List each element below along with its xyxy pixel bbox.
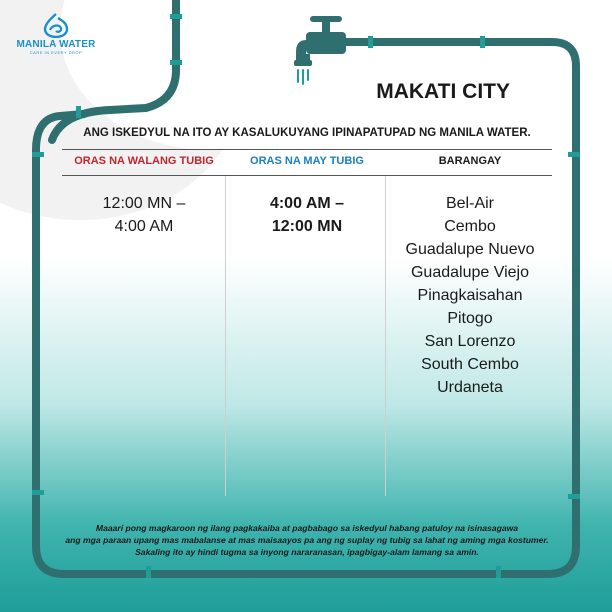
with-water-time xyxy=(228,192,386,238)
pipe-joint xyxy=(170,14,182,19)
pipe-joint xyxy=(170,60,182,65)
time-line: 12:00 MN xyxy=(271,218,343,235)
disclaimer-line: ang mga paraan upang mas mabalanse at mas maisaayos pa ang ng suplay ng tubig sa lahat ng aming mga kostumer. xyxy=(65,535,549,545)
barangay-item: Pitogo xyxy=(447,310,493,327)
header-barangay: BARANGAY xyxy=(438,155,502,167)
schedule-notice: ANG ISKEDYUL NA ITO AY KASALUKUYANG IPINAPATUPAD NG MANILA WATER. xyxy=(83,127,531,139)
divider-header xyxy=(62,175,552,176)
barangay-item: Guadalupe Viejo xyxy=(410,264,530,281)
water-stream-icon xyxy=(298,70,308,84)
disclaimer-line: Sakaling ito ay hindi tugma sa inyong nararanasan, ipagbigay-alam lamang sa amin. xyxy=(135,547,479,557)
header-with-water: ORAS NA MAY TUBIG xyxy=(250,155,364,167)
page-title: MAKATI CITY xyxy=(376,80,510,103)
barangay-item: Bel-Air xyxy=(445,195,494,212)
pipe-joint xyxy=(32,490,44,495)
barangay-item: South Cembo xyxy=(421,356,519,373)
pipe-joint xyxy=(496,566,501,578)
brand-tagline: CARE IN EVERY DROP xyxy=(29,50,83,55)
brand-name: MANILA WATER xyxy=(16,39,96,50)
time-line: 4:00 AM xyxy=(114,218,174,235)
barangay-item: Urdaneta xyxy=(437,379,503,396)
barangay-item: Cembo xyxy=(444,218,496,235)
time-line: 4:00 AM – xyxy=(269,195,345,212)
no-water-time xyxy=(64,192,224,238)
divider-top xyxy=(62,149,552,150)
pipe-joint xyxy=(568,152,580,157)
pipe-joint xyxy=(368,36,373,48)
faucet-icon xyxy=(294,16,346,66)
pipe-joint xyxy=(76,106,81,118)
pipe-joint xyxy=(568,494,580,499)
column-divider xyxy=(225,176,226,496)
pipe-joint xyxy=(146,566,151,578)
barangay-list xyxy=(388,192,552,399)
pipe-joint xyxy=(32,152,44,157)
barangay-item: Guadalupe Nuevo xyxy=(405,241,535,258)
barangay-item: San Lorenzo xyxy=(424,333,516,350)
disclaimer-line: Maaari pong magkaroon ng ilang pagkakaiba at pagbabago sa iskedyul habang patuloy na isinasagawa xyxy=(95,523,519,533)
header-no-water: ORAS NA WALANG TUBIG xyxy=(74,155,214,167)
disclaimer-footer xyxy=(52,522,562,558)
manila-water-logo xyxy=(14,12,98,55)
barangay-item: Pinagkaisahan xyxy=(417,287,523,304)
pipe-joint xyxy=(480,36,485,48)
time-line: 12:00 MN – xyxy=(102,195,186,212)
water-drop-swirl-icon xyxy=(41,12,71,38)
